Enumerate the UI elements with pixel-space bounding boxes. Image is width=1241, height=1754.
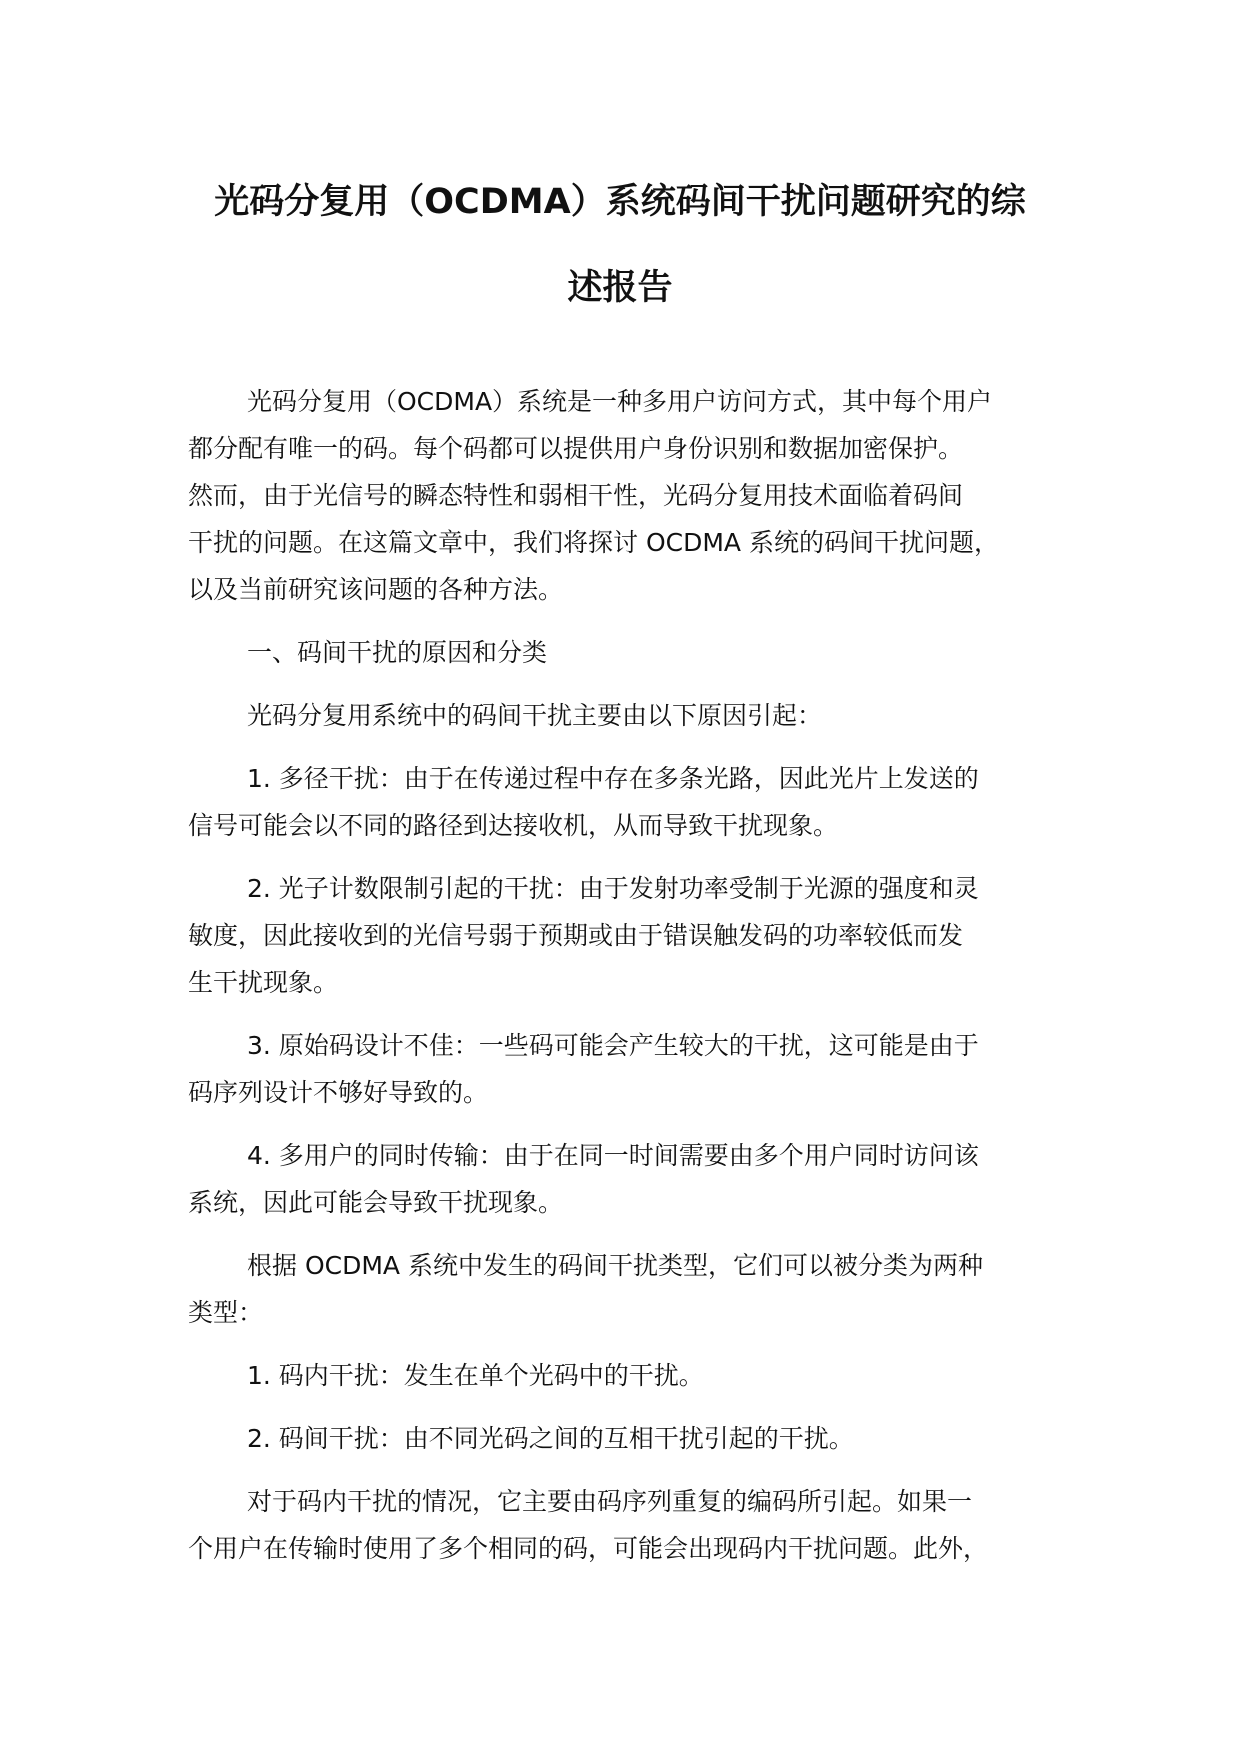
paragraph-line: 敏度，因此接收到的光信号弱于预期或由于错误触发码的功率较低而发 bbox=[188, 921, 964, 950]
paragraph-line: 根据 OCDMA 系统中发生的码间干扰类型，它们可以被分类为两种 bbox=[247, 1251, 983, 1280]
paragraph-line: 2. 码间干扰：由不同光码之间的互相干扰引起的干扰。 bbox=[247, 1424, 854, 1453]
paragraph-line: 3. 原始码设计不佳：一些码可能会产生较大的干扰，这可能是由于 bbox=[247, 1031, 979, 1060]
paragraph-line: 光码分复用（OCDMA）系统是一种多用户访问方式，其中每个用户 bbox=[247, 387, 993, 416]
document-title-line-2: 述报告 bbox=[567, 268, 673, 308]
paragraph-line: 2. 光子计数限制引起的干扰：由于发射功率受制于光源的强度和灵 bbox=[247, 874, 979, 903]
paragraph-line: 对于码内干扰的情况，它主要由码序列重复的编码所引起。如果一 bbox=[247, 1487, 973, 1516]
paragraph-line: 都分配有唯一的码。每个码都可以提供用户身份识别和数据加密保护。 bbox=[188, 434, 964, 463]
paragraph bbox=[188, 1415, 1083, 1462]
paragraph-line: 干扰的问题。在这篇文章中，我们将探讨 OCDMA 系统的码间干扰问题， bbox=[188, 528, 999, 557]
paragraph bbox=[188, 1478, 1083, 1572]
paragraph-line: 1. 码内干扰：发生在单个光码中的干扰。 bbox=[247, 1361, 704, 1390]
paragraph-line: 系统，因此可能会导致干扰现象。 bbox=[188, 1188, 564, 1217]
paragraph bbox=[188, 1352, 1083, 1399]
paragraph bbox=[188, 755, 1083, 849]
paragraph bbox=[188, 1132, 1083, 1226]
paragraph bbox=[188, 1022, 1083, 1116]
paragraph-line: 生干扰现象。 bbox=[188, 968, 339, 997]
paragraph-line: 类型： bbox=[188, 1298, 264, 1327]
paragraph bbox=[188, 865, 1083, 1006]
paragraph-line: 光码分复用系统中的码间干扰主要由以下原因引起： bbox=[247, 701, 823, 730]
paragraph-line: 1. 多径干扰：由于在传递过程中存在多条光路，因此光片上发送的 bbox=[247, 764, 979, 793]
paragraph-line: 一、码间干扰的原因和分类 bbox=[247, 638, 548, 667]
document-title-line-1: 光码分复用（OCDMA）系统码间干扰问题研究的综 bbox=[214, 182, 1026, 222]
paragraph-line: 4. 多用户的同时传输：由于在同一时间需要由多个用户同时访问该 bbox=[247, 1141, 979, 1170]
paragraph-line: 以及当前研究该问题的各种方法。 bbox=[188, 575, 564, 604]
paragraph-line: 然而，由于光信号的瞬态特性和弱相干性，光码分复用技术面临着码间 bbox=[188, 481, 964, 510]
paragraph-line: 信号可能会以不同的路径到达接收机，从而导致干扰现象。 bbox=[188, 811, 839, 840]
paragraph bbox=[188, 1242, 1083, 1336]
paragraph bbox=[188, 378, 1083, 613]
document-body bbox=[188, 378, 1083, 1588]
paragraph-line: 个用户在传输时使用了多个相同的码，可能会出现码内干扰问题。此外， bbox=[188, 1534, 989, 1563]
paragraph-line: 码序列设计不够好导致的。 bbox=[188, 1078, 489, 1107]
paragraph bbox=[188, 692, 1083, 739]
paragraph bbox=[188, 629, 1083, 676]
